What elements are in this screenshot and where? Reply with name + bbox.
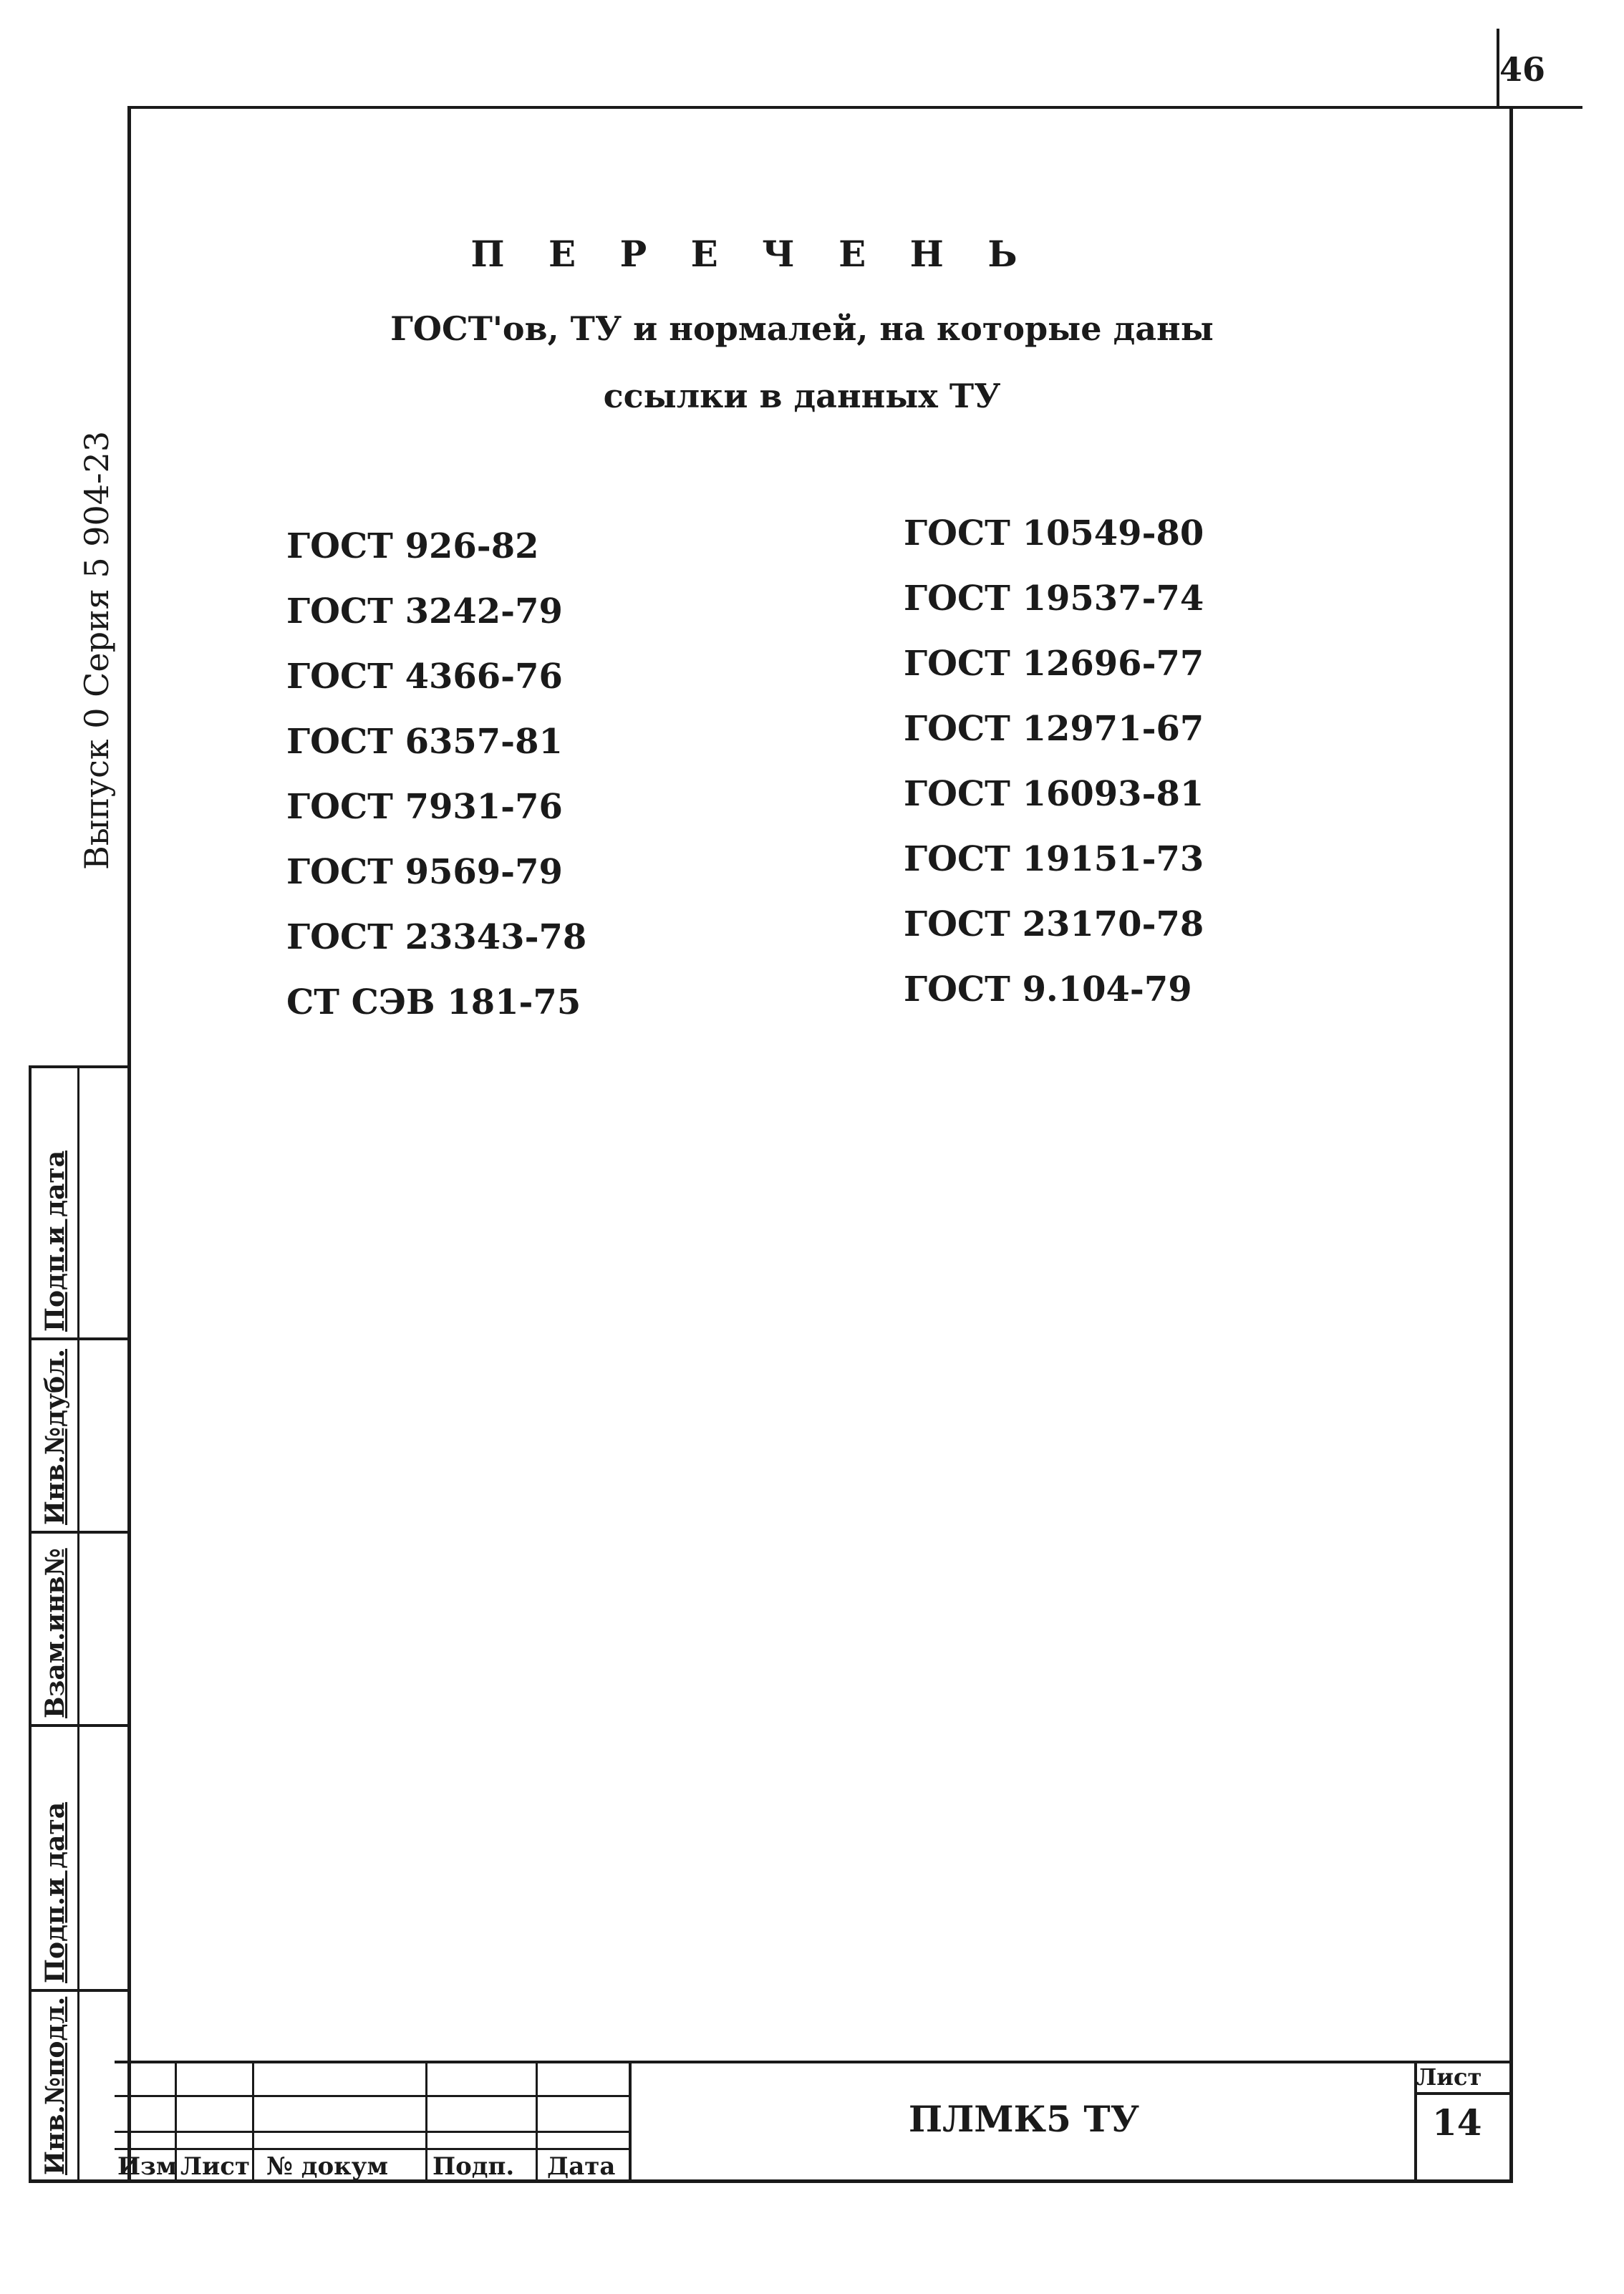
side-label-podp-data: Подп.и дата xyxy=(40,1801,70,1983)
stamp-header-doc-number: № докум xyxy=(266,2152,388,2181)
stamp-header-izm: Изм xyxy=(117,2152,178,2181)
reference-item: ГОСТ 10549-80 xyxy=(904,513,1204,553)
reference-item: ГОСТ 19537-74 xyxy=(904,579,1204,619)
side-label-inv-dubl: Инв.№дубл. xyxy=(40,1348,70,1525)
reference-item: ГОСТ 926-82 xyxy=(286,526,539,566)
reference-item: ГОСТ 9569-79 xyxy=(286,852,563,892)
reference-item: ГОСТ 12696-77 xyxy=(904,644,1204,684)
reference-item: ГОСТ 9.104-79 xyxy=(904,969,1192,1010)
reference-item: СТ СЭВ 181-75 xyxy=(286,982,581,1022)
reference-item: ГОСТ 6357-81 xyxy=(286,722,563,762)
stamp-row xyxy=(115,2131,630,2133)
reference-item: ГОСТ 23170-78 xyxy=(904,904,1204,944)
side-column-mid xyxy=(77,1065,79,2182)
frame-right xyxy=(1509,106,1513,2182)
reference-item: ГОСТ 12971-67 xyxy=(904,709,1204,749)
subtitle-line: ссылки в данных ТУ xyxy=(603,377,1001,415)
top-border xyxy=(127,106,1582,109)
side-label-vzam-inv: Взам.инв№ xyxy=(40,1548,70,1718)
references-right-column xyxy=(904,501,1204,1022)
reference-item: ГОСТ 23343-78 xyxy=(286,917,587,957)
reference-item: ГОСТ 7931-76 xyxy=(286,787,563,827)
reference-item: ГОСТ 3242-79 xyxy=(286,591,563,631)
stamp-row xyxy=(1414,2092,1513,2095)
stamp-header-list: Лист xyxy=(180,2152,251,2181)
reference-item: ГОСТ 19151-73 xyxy=(904,839,1204,879)
document-subtitle xyxy=(358,295,1246,430)
stamp-col xyxy=(536,2061,538,2182)
side-label-podp-data: Подп.и дата xyxy=(40,1150,70,1332)
stamp-header-date: Дата xyxy=(547,2152,616,2181)
stamp-col xyxy=(425,2061,427,2182)
page-number-divider xyxy=(1497,29,1499,107)
sheet-number: 14 xyxy=(1432,2101,1482,2144)
stamp-row xyxy=(115,2148,630,2150)
side-row-divider xyxy=(29,1724,129,1727)
frame-bottom xyxy=(29,2179,1513,2183)
side-column-left xyxy=(29,1065,32,2182)
series-note: Выпуск 0 Серия 5 904-23 xyxy=(77,430,116,870)
stamp-top xyxy=(115,2061,1513,2063)
stamp-row xyxy=(115,2095,630,2097)
references-left-column xyxy=(286,514,586,1035)
reference-item: ГОСТ 16093-81 xyxy=(904,774,1204,814)
document-title: П Е Р Е Ч Е Н Ь xyxy=(470,233,1033,275)
stamp-header-signature: Подп. xyxy=(432,2152,515,2181)
side-row-divider xyxy=(29,1989,129,1992)
subtitle-line: ГОСТ'ов, ТУ и нормалей, на которые даны xyxy=(390,309,1214,348)
document-code: ПЛМК5 ТУ xyxy=(908,2098,1140,2140)
stamp-col xyxy=(252,2061,254,2182)
side-row-divider xyxy=(29,1531,129,1534)
side-label-inv-podl: Инв.№подл. xyxy=(40,1996,70,2175)
reference-item: ГОСТ 4366-76 xyxy=(286,657,563,697)
page-number: 46 xyxy=(1499,50,1546,89)
side-row-divider xyxy=(29,1065,129,1068)
sheet-label: Лист xyxy=(1416,2063,1482,2091)
frame-left xyxy=(127,106,131,2182)
side-row-divider xyxy=(29,1337,129,1340)
